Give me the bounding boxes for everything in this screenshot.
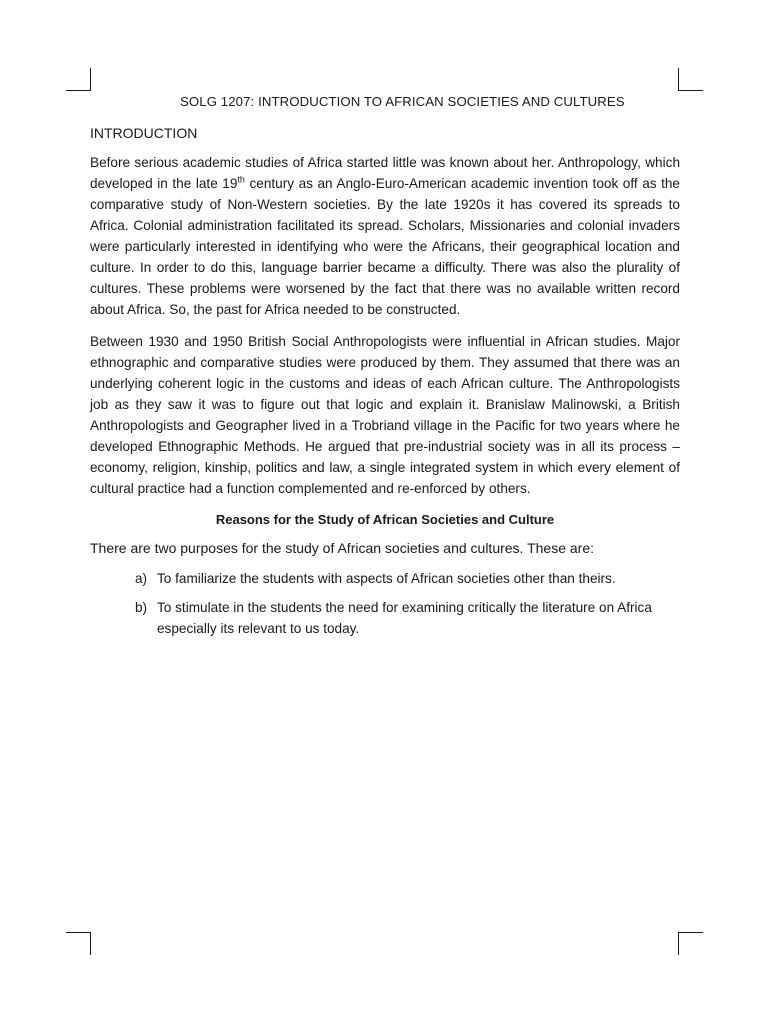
paragraph-origins (90, 152, 680, 320)
purpose-text: To familiarize the students with aspects of African societies other than theirs. (157, 571, 616, 586)
paragraph-origins-text-end: century as an Anglo-Euro-American academic invention took off as the comparative study of Non-Western societies. By the late 1920s it has covered its spreads to Africa. Colonial administration facilitated its spread. Scholars, Missionaries and colonial invaders were particularly interested in identifying who were the Africans, their geographical location and culture. In order to do this, language barrier became a difficulty. There was also the plurality of cultures. These problems were worsened by the fact that there was no available written record about Africa. So, the past for Africa needed to be constructed. (90, 176, 680, 317)
sub-heading-reasons: Reasons for the Study of African Societies and Culture (215, 512, 555, 527)
crop-mark-bottom-left (66, 932, 91, 955)
section-heading-introduction: INTRODUCTION (90, 125, 198, 141)
purpose-item (90, 568, 680, 589)
crop-mark-bottom-right (678, 932, 703, 955)
crop-mark-top-right (678, 68, 703, 91)
purpose-marker: b) (135, 600, 148, 615)
crop-mark-top-left (66, 68, 91, 91)
ordinal-superscript: th (237, 174, 245, 185)
purposes-list (90, 568, 680, 639)
paragraph-british-anthropologists: Between 1930 and 1950 British Social Anthropologists were influential in African studies. Major ethnographic and comparative studies were produced by them. They assumed that there was an underlying coherent logic in the customs and ideas of each African culture. The Anthropologists job as they saw it was to figure out that logic and explain it. Branislaw Malinowski, a British Anthropologists and Geographer lived in a Trobriand village in the Pacific for two years where he developed Ethnographic Methods. He argued that pre-industrial society was in all its process – economy, religion, kinship, politics and law, a single integrated system in which every element of cultural practice had a function complemented and re-enforced by others. (90, 334, 680, 496)
purposes-intro: There are two purposes for the study of African societies and cultures. These are: (90, 540, 595, 556)
purpose-item (90, 597, 680, 639)
document-page (90, 93, 680, 647)
paragraph-origins-text-start: Before serious academic studies of Africa started little was known about her. Anthropology, which developed in the late 19 (90, 155, 680, 191)
document-title: SOLG 1207: INTRODUCTION TO AFRICAN SOCIETIES AND CULTURES (180, 94, 625, 109)
purpose-text: To stimulate in the students the need for examining critically the literature on Africa especially its relevant to us today. (157, 600, 652, 636)
purpose-marker: a) (135, 571, 148, 586)
